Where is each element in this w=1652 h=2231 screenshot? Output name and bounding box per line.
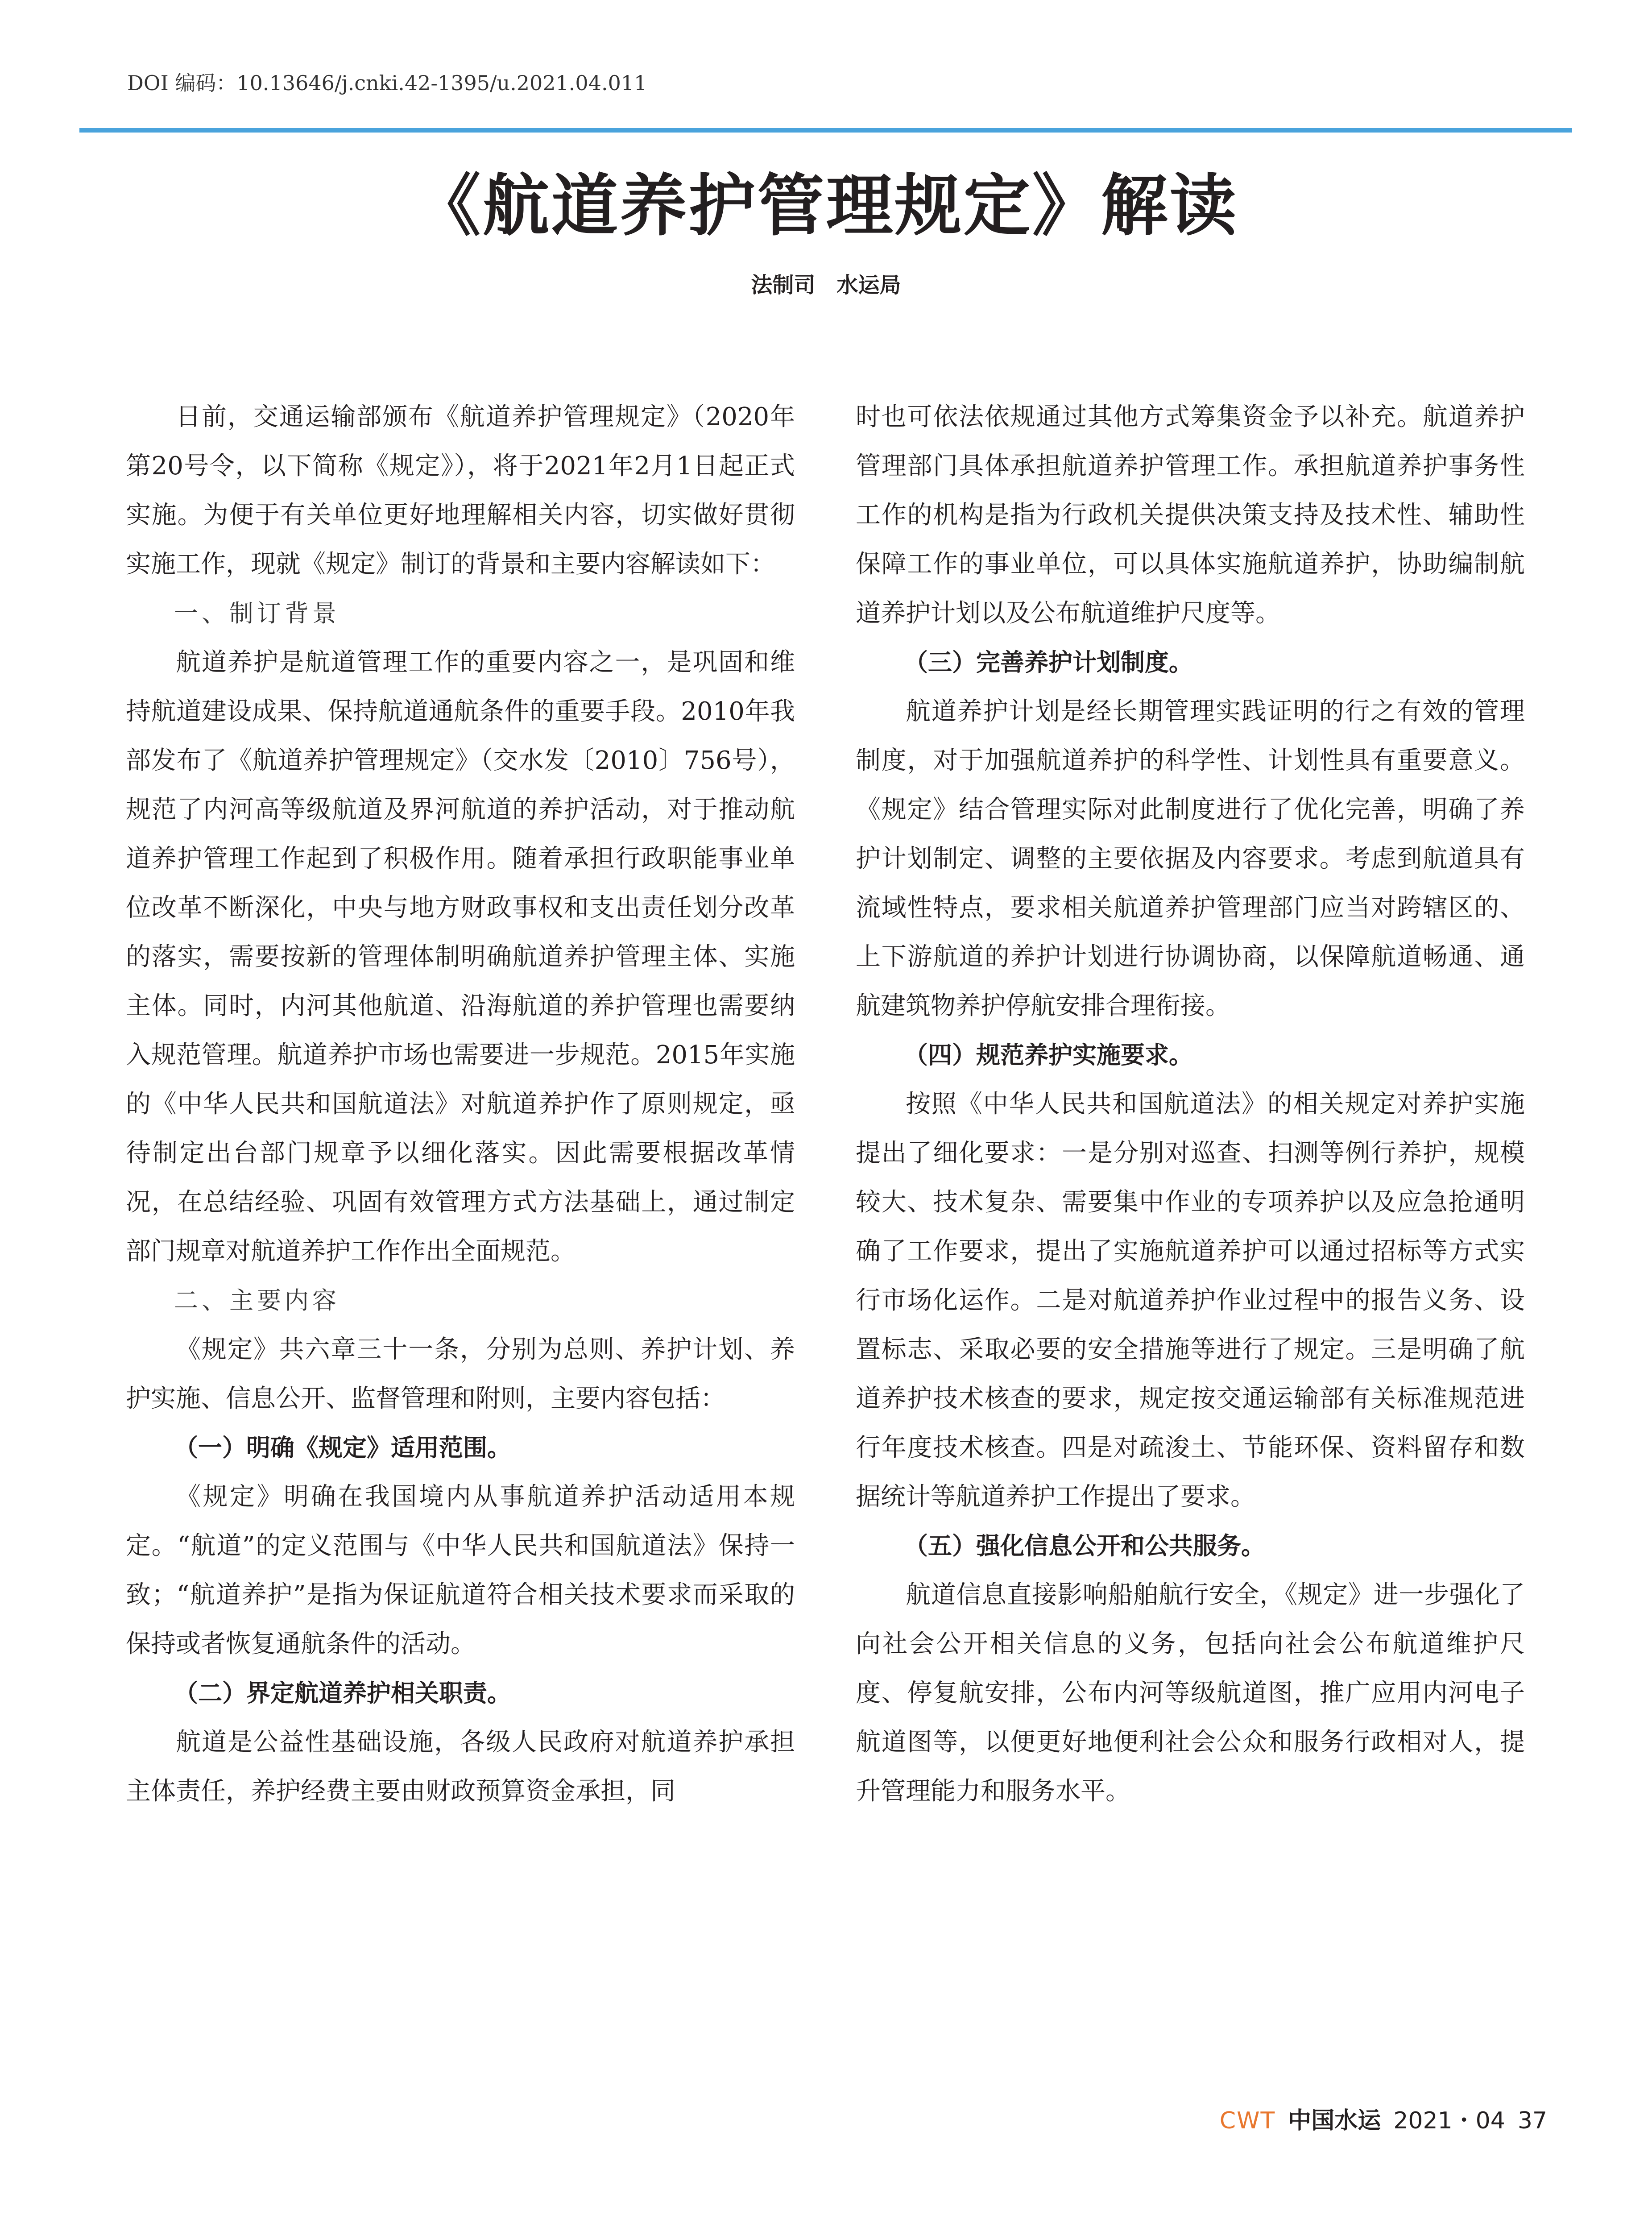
subsection-5-heading: （五）强化信息公开和公共服务。 — [904, 1532, 1265, 1560]
intro-paragraph: 日前，交通运输部颁布《航道养护管理规定》（2020年第20号令，以下简称《规定》），将于2021年2月1日起正式实施。为便于有关单位更好地理解相关内容，切实做好贯彻实施工作，现就《规定》制订的背景和主要内容解读如下： — [126, 402, 795, 579]
right-column — [856, 393, 1525, 1816]
header-rule — [79, 128, 1572, 133]
section-1-heading: 一、制订背景 — [174, 599, 340, 627]
subsection-5-body: 航道信息直接影响船舶航行安全，《规定》进一步强化了向社会公开相关信息的义务，包括向社会公布航道维护尺度、停复航安排，公布内河等级航道图，推广应用内河电子航道图等，以便更好地便利社会公众和服务行政相对人，提升管理能力和服务水平。 — [856, 1580, 1525, 1806]
issue-number: 2021・04 — [1393, 2107, 1505, 2134]
journal-brand: CWT — [1219, 2107, 1276, 2134]
subsection-2-heading: （二）界定航道养护相关职责。 — [174, 1679, 511, 1707]
section-2-body: 《规定》共六章三十一条，分别为总则、养护计划、养护实施、信息公开、监督管理和附则，主要内容包括： — [126, 1335, 795, 1413]
subsection-1-body: 《规定》明确在我国境内从事航道养护活动适用本规定。“航道”的定义范围与《中华人民共和国航道法》保持一致；“航道养护”是指为保证航道符合相关技术要求而采取的保持或者恢复通航条件的活动。 — [126, 1482, 795, 1659]
left-column — [126, 393, 795, 1816]
section-1-body: 航道养护是航道管理工作的重要内容之一，是巩固和维持航道建设成果、保持航道通航条件的重要手段。2010年我部发布了《航道养护管理规定》（交水发〔2010〕756号），规范了内河高等级航道及界河航道的养护活动，对于推动航道养护管理工作起到了积极作用。随着承担行政职能事业单位改革不断深化，中央与地方财政事权和支出责任划分改革的落实，需要按新的管理体制明确航道养护管理主体、实施主体。同时，内河其他航道、沿海航道的养护管理也需要纳入规范管理。航道养护市场也需要进一步规范。2015年实施的《中华人民共和国航道法》对航道养护作了原则规定，亟待制定出台部门规章予以细化落实。因此需要根据改革情况，在总结经验、巩固有效管理方式方法基础上，通过制定部门规章对航道养护工作作出全面规范。 — [126, 648, 795, 1266]
article-title: 《航道养护管理规定》解读 — [414, 166, 1238, 245]
journal-name: 中国水运 — [1288, 2107, 1381, 2134]
subsection-4-body: 按照《中华人民共和国航道法》的相关规定对养护实施提出了细化要求：一是分别对巡查、扫测等例行养护，规模较大、技术复杂、需要集中作业的专项养护以及应急抢通明确了工作要求，提出了实施航道养护可以通过招标等方式实行市场化运作。二是对航道养护作业过程中的报告义务、设置标志、采取必要的安全措施等进行了规定。三是明确了航道养护技术核查的要求，规定按交通运输部有关标准规范进行年度技术核查。四是对疏浚土、节能环保、资料留存和数据统计等航道养护工作提出了要求。 — [856, 1090, 1525, 1511]
subsection-3-body: 航道养护计划是经长期管理实践证明的行之有效的管理制度，对于加强航道养护的科学性、计划性具有重要意义。《规定》结合管理实际对此制度进行了优化完善，明确了养护计划制定、调整的主要依据及内容要求。考虑到航道具有流域性特点，要求相关航道养护管理部门应当对跨辖区的、上下游航道的养护计划进行协调协商，以保障航道畅通、通航建筑物养护停航安排合理衔接。 — [856, 697, 1525, 1020]
article-authors: 法制司 水运局 — [751, 273, 901, 298]
subsection-2-body-continued: 时也可依法依规通过其他方式筹集资金予以补充。航道养护管理部门具体承担航道养护管理工作。承担航道养护事务性工作的机构是指为行政机关提供决策支持及技术性、辅助性保障工作的事业单位，可以具体实施航道养护，协助编制航道养护计划以及公布航道维护尺度等。 — [856, 402, 1525, 628]
subsection-4-heading: （四）规范养护实施要求。 — [904, 1041, 1193, 1069]
section-2-heading: 二、主要内容 — [174, 1286, 340, 1315]
subsection-3-heading: （三）完善养护计划制度。 — [904, 648, 1193, 676]
page-number: 37 — [1517, 2107, 1547, 2134]
subsection-1-heading: （一）明确《规定》适用范围。 — [174, 1434, 511, 1462]
subsection-2-body-start: 航道是公益性基础设施，各级人民政府对航道养护承担主体责任，养护经费主要由财政预算资金承担，同 — [126, 1728, 795, 1806]
page-footer — [1220, 2102, 1547, 2135]
doi-line: DOI 编码：10.13646/j.cnki.42-1395/u.2021.04.011 — [127, 71, 647, 95]
